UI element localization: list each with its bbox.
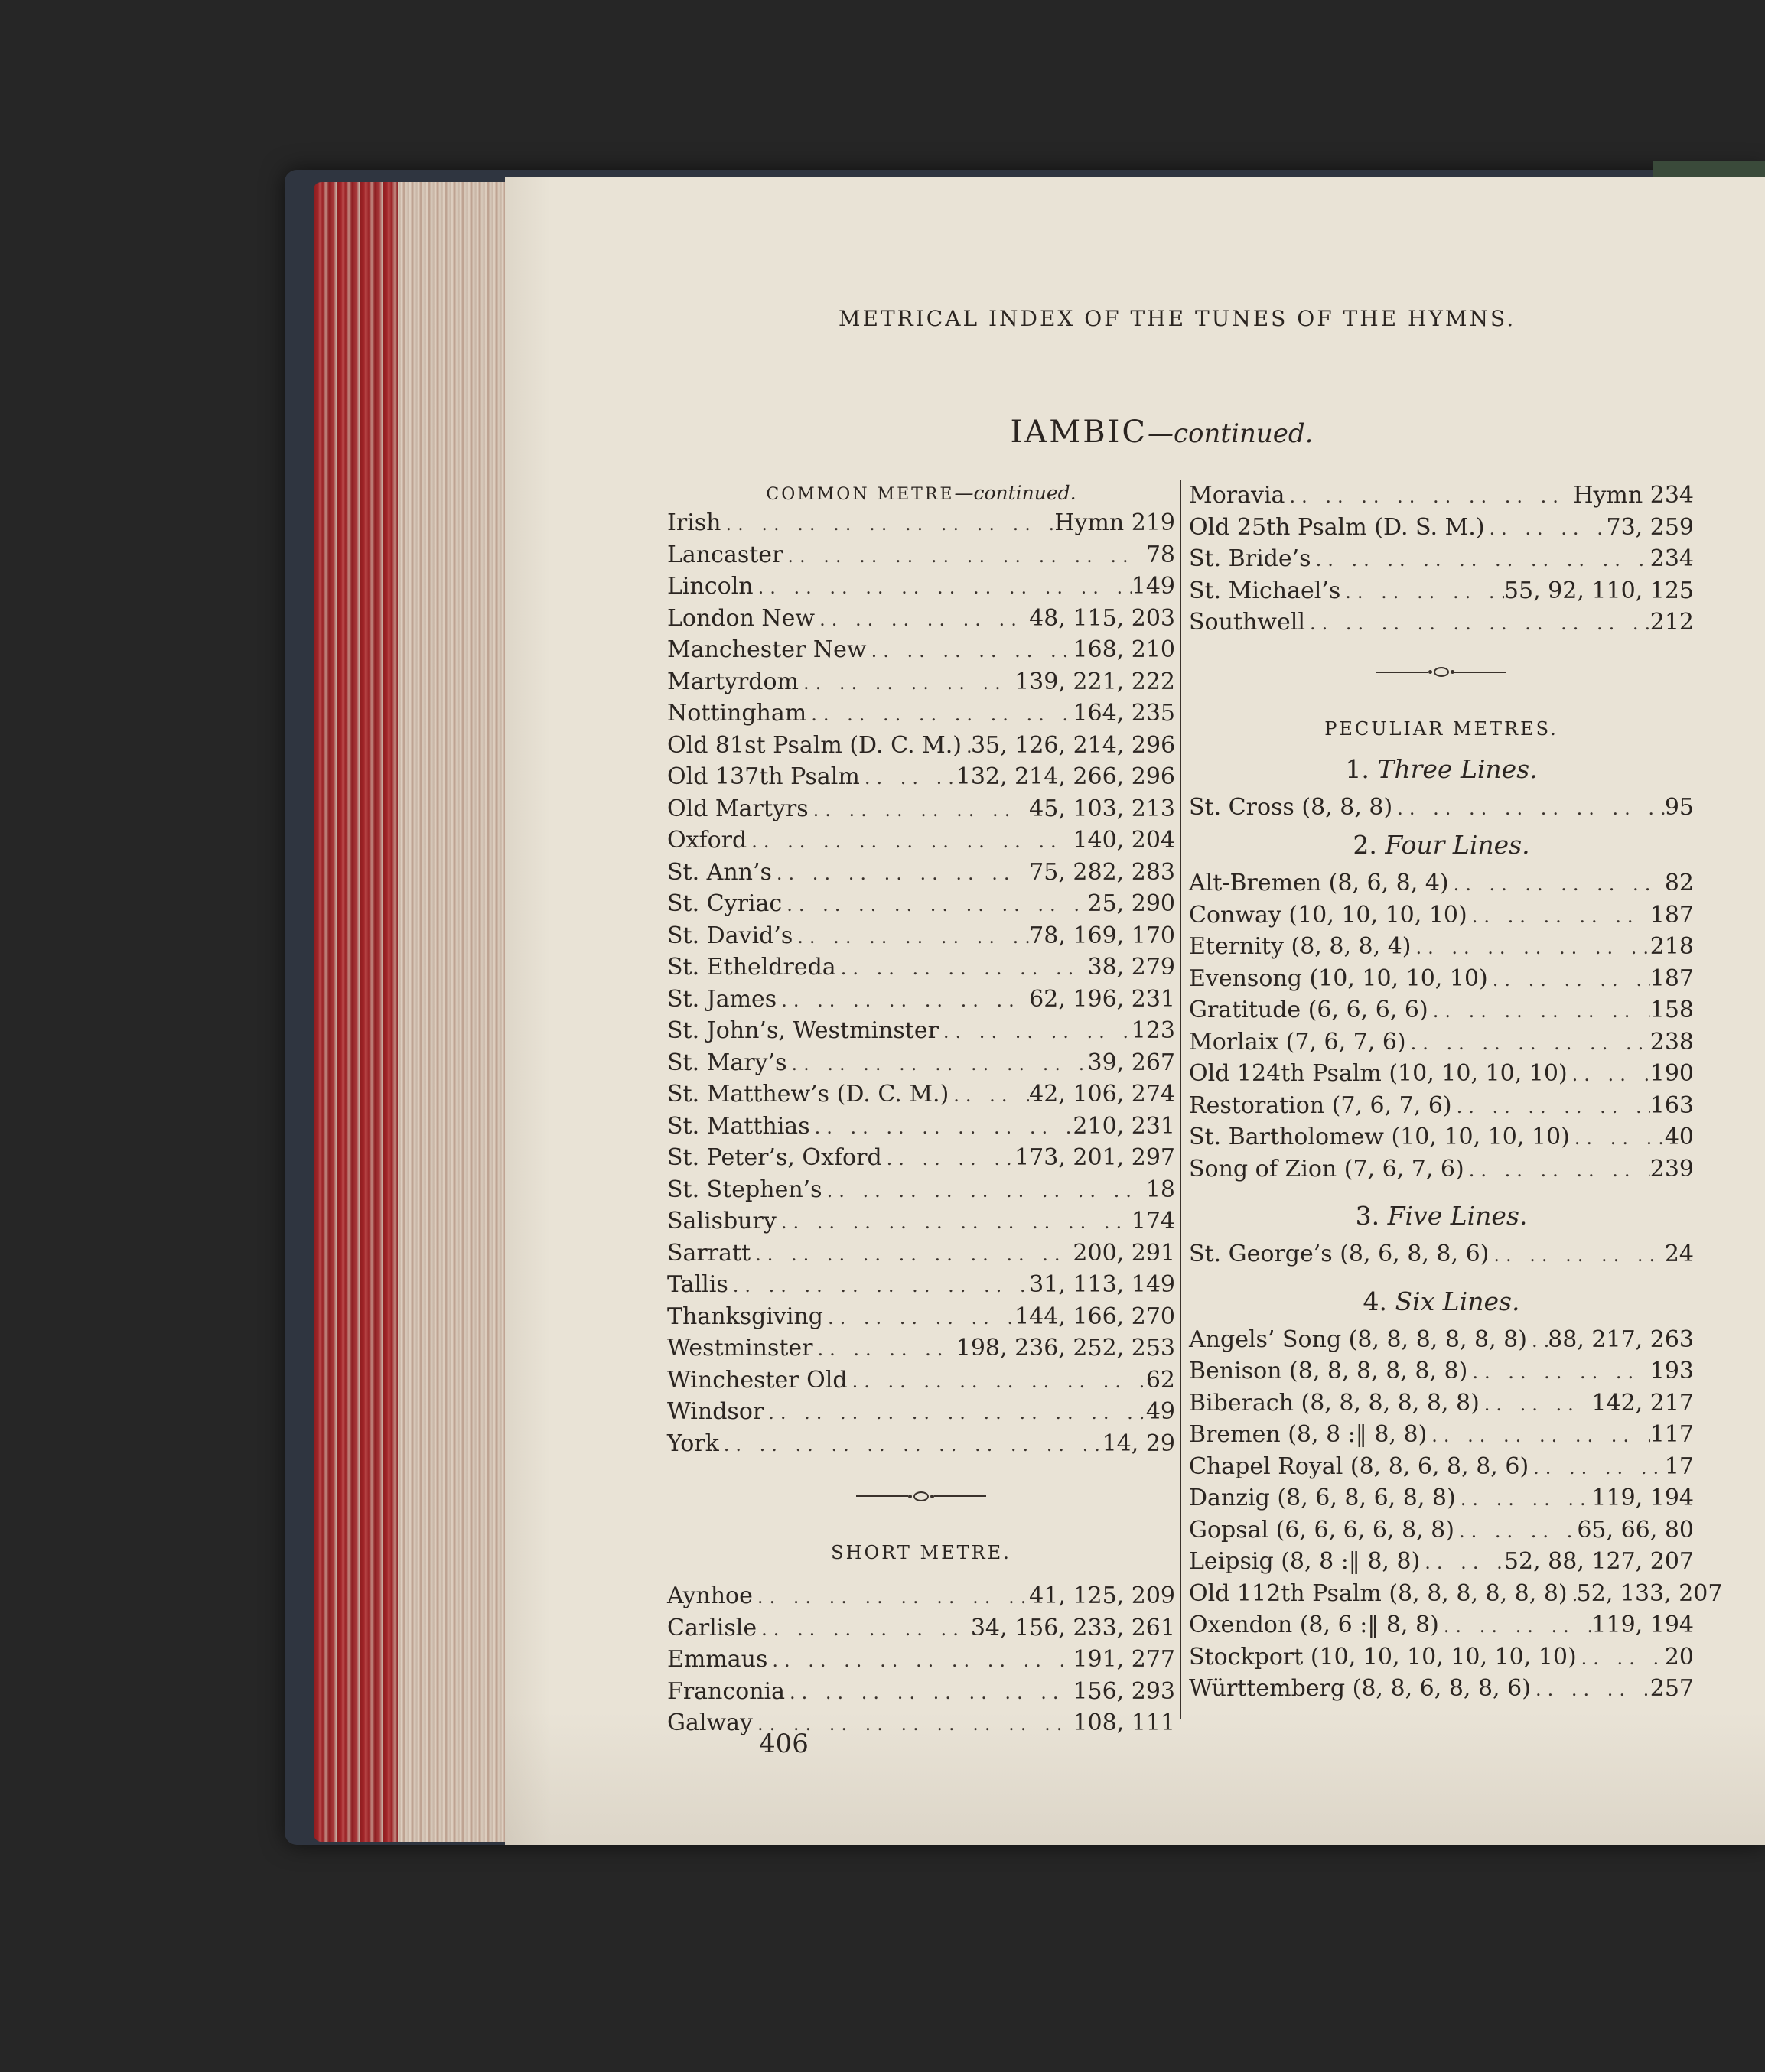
index-entry <box>667 793 1175 825</box>
hymn-numbers: 78, 169, 170 <box>1029 922 1175 949</box>
five-lines-label: Five Lines. <box>1387 1201 1528 1231</box>
dot-leader <box>793 922 1029 954</box>
four-lines-label: Four Lines. <box>1385 830 1530 860</box>
dot-leader <box>1411 932 1649 964</box>
tune-name: Moravia <box>1189 482 1285 509</box>
index-entry <box>667 507 1175 539</box>
dot-leader <box>1427 1420 1649 1452</box>
hymn-numbers: 187 <box>1649 901 1694 929</box>
index-entry <box>1189 1641 1694 1674</box>
hymn-numbers: 24 <box>1664 1241 1694 1267</box>
dot-leader <box>1527 1325 1548 1358</box>
short-metre-list <box>667 1580 1175 1739</box>
hymn-numbers: 200, 291 <box>1073 1239 1175 1267</box>
index-entry <box>667 1047 1175 1079</box>
index-entry <box>1189 899 1694 932</box>
running-header: METRICAL INDEX OF THE TUNES OF THE HYMNS. <box>838 306 1516 331</box>
section-title-main: IAMBIC <box>1010 415 1148 450</box>
index-entry <box>667 1111 1175 1143</box>
tune-name: Thanksgiving <box>667 1303 823 1330</box>
tune-name: Oxendon (8, 6 :‖ 8, 8) <box>1189 1612 1439 1638</box>
tune-name: Old 124th Psalm (10, 10, 10, 10) <box>1189 1060 1568 1087</box>
index-entry <box>667 984 1175 1016</box>
hymn-numbers: Hymn 219 <box>1054 509 1175 536</box>
tune-name: Old 112th Psalm (8, 8, 8, 8, 8, 8) <box>1189 1579 1568 1607</box>
dot-leader <box>1577 1643 1665 1675</box>
tune-name: St. Bartholomew (10, 10, 10, 10) <box>1189 1124 1570 1150</box>
dot-leader <box>785 1677 1073 1709</box>
tune-name: Tallis <box>667 1271 728 1298</box>
index-entry <box>667 634 1175 666</box>
dot-leader <box>949 1080 1029 1112</box>
tune-name: St. David’s <box>667 922 793 949</box>
index-entry <box>667 1142 1175 1174</box>
peculiar-metres-heading: PECULIAR METRES. <box>1324 717 1558 740</box>
index-entry <box>667 761 1175 793</box>
index-entry <box>1189 1324 1694 1356</box>
tune-name: St. Matthew’s (D. C. M.) <box>667 1081 949 1108</box>
hymn-numbers: 62, 196, 231 <box>1029 985 1175 1013</box>
hymn-numbers: 52, 88, 127, 207 <box>1503 1548 1694 1575</box>
dot-leader <box>1311 545 1650 577</box>
hymn-numbers: 142, 217 <box>1591 1389 1694 1417</box>
tune-name: Old 81st Psalm (D. C. M.) <box>667 731 962 759</box>
dot-leader <box>810 1112 1073 1144</box>
index-entry <box>1189 1451 1694 1483</box>
three-lines-label: Three Lines. <box>1377 753 1538 784</box>
tune-name: St. Etheldreda <box>667 954 836 981</box>
dot-leader <box>1489 1240 1664 1272</box>
index-entry <box>1189 1578 1723 1610</box>
hymn-numbers: 82 <box>1664 870 1694 896</box>
index-entry <box>1189 1482 1694 1514</box>
tune-name: Salisbury <box>667 1208 777 1234</box>
four-lines-number: 2. <box>1353 830 1377 860</box>
dot-leader <box>1406 1028 1650 1060</box>
dot-leader <box>939 1016 1132 1049</box>
three-lines-heading <box>1189 747 1694 792</box>
index-entry <box>667 603 1175 635</box>
dot-leader <box>799 668 1014 700</box>
dot-leader <box>747 826 1073 858</box>
index-entry <box>667 920 1175 952</box>
tune-name: Lincoln <box>667 573 754 600</box>
dot-leader <box>1439 1611 1592 1643</box>
index-entry <box>1189 1514 1694 1547</box>
tune-name: Winchester Old <box>667 1366 848 1394</box>
hymn-numbers: 164, 235 <box>1073 700 1175 727</box>
six-lines-heading <box>1189 1280 1694 1324</box>
tune-name: Aynhoe <box>667 1582 753 1609</box>
common-metre-heading <box>667 480 1175 507</box>
index-entry <box>667 1174 1175 1206</box>
index-entry <box>667 1078 1175 1111</box>
tune-name: Westminster <box>667 1335 813 1361</box>
dot-leader <box>1420 1547 1504 1579</box>
index-entry <box>1189 575 1694 607</box>
index-entry <box>1189 867 1694 899</box>
hymn-numbers: 119, 194 <box>1591 1485 1694 1511</box>
index-entry <box>1189 1153 1694 1186</box>
hymn-numbers: 38, 279 <box>1087 954 1175 981</box>
hymn-numbers: 25, 290 <box>1087 890 1175 917</box>
hymn-numbers: 123 <box>1131 1017 1175 1044</box>
dot-leader <box>1392 793 1665 825</box>
index-entry <box>667 888 1175 920</box>
hymn-numbers: 49 <box>1145 1398 1175 1425</box>
index-entry <box>667 1612 1175 1644</box>
six-lines-number: 4. <box>1363 1286 1388 1316</box>
dot-leader <box>1467 1357 1649 1389</box>
index-entry <box>667 1015 1175 1047</box>
dot-leader <box>809 795 1030 827</box>
index-entry <box>667 1428 1175 1460</box>
six-lines-label: Six Lines. <box>1395 1286 1520 1316</box>
dot-leader <box>1529 1452 1665 1485</box>
ornament-divider <box>1189 648 1694 697</box>
hymn-numbers: 140, 204 <box>1073 827 1175 854</box>
tune-name: St. Ann’s <box>667 858 772 886</box>
index-entry <box>1189 1609 1694 1641</box>
tune-name: Old 137th Psalm <box>667 763 860 790</box>
hymn-numbers: 132, 214, 266, 296 <box>956 763 1175 790</box>
tune-name: St. John’s, Westminster <box>667 1017 939 1044</box>
page-edges <box>398 182 505 1842</box>
tune-name: St. Matthias <box>667 1112 810 1140</box>
index-entry <box>667 951 1175 984</box>
tune-name: Evensong (10, 10, 10, 10) <box>1189 964 1488 992</box>
hymn-numbers: 39, 267 <box>1087 1049 1175 1076</box>
dot-leader <box>867 636 1073 668</box>
tune-name: St. Cyriac <box>667 890 783 917</box>
index-entry <box>1189 1026 1694 1059</box>
hymn-numbers: 31, 113, 149 <box>1029 1271 1175 1298</box>
tune-name: Martyrdom <box>667 668 799 695</box>
tune-name: Stockport (10, 10, 10, 10, 10, 10) <box>1189 1643 1577 1670</box>
tune-name: St. Cross (8, 8, 8) <box>1189 793 1393 821</box>
four-lines-list <box>1189 867 1694 1185</box>
tune-name: St. George’s (8, 6, 8, 8, 6) <box>1189 1241 1490 1267</box>
hymn-numbers: 48, 115, 203 <box>1029 604 1175 632</box>
tune-name: Eternity (8, 8, 8, 4) <box>1189 933 1412 960</box>
hymn-numbers: 55, 92, 110, 125 <box>1503 577 1694 604</box>
dot-leader <box>823 1303 1014 1335</box>
dot-leader <box>764 1397 1146 1430</box>
tune-name: Angels’ Song (8, 8, 8, 8, 8, 8) <box>1189 1325 1527 1353</box>
dot-leader <box>1305 608 1650 640</box>
index-entry <box>1189 1673 1694 1705</box>
index-entry <box>667 1301 1175 1333</box>
hymn-numbers: 218 <box>1649 933 1694 960</box>
hymn-numbers: 62 <box>1145 1366 1175 1394</box>
tune-name: Irish <box>667 509 721 536</box>
index-entry <box>1189 512 1694 544</box>
short-metre-heading: SHORT METRE. <box>831 1542 1011 1563</box>
three-lines-list <box>1189 792 1694 824</box>
common-metre-heading-text: COMMON METRE <box>766 485 955 504</box>
tune-name: Conway (10, 10, 10, 10) <box>1189 901 1467 929</box>
index-entry <box>667 539 1175 571</box>
tune-name: Nottingham <box>667 700 807 727</box>
dot-leader <box>1452 1091 1650 1124</box>
index-entry <box>667 1365 1175 1397</box>
index-entry <box>1189 1355 1694 1387</box>
dot-leader <box>1568 1579 1577 1612</box>
index-entry <box>1189 931 1694 963</box>
tune-name: Old Martyrs <box>667 795 809 822</box>
hymn-numbers: 95 <box>1664 793 1694 821</box>
common-metre-heading-suffix: —continued. <box>954 482 1076 504</box>
five-lines-list <box>1189 1238 1694 1270</box>
tune-name: Danzig (8, 6, 8, 6, 8, 8) <box>1189 1485 1456 1511</box>
hymn-numbers: 163 <box>1649 1091 1694 1119</box>
index-entry <box>1189 1387 1694 1420</box>
index-entry <box>667 825 1175 857</box>
five-lines-number: 3. <box>1355 1201 1380 1231</box>
dot-leader <box>962 731 971 763</box>
index-entry <box>1189 1121 1694 1153</box>
index-entry <box>1189 963 1694 995</box>
hymn-numbers: 168, 210 <box>1073 636 1175 663</box>
index-entry <box>667 1644 1175 1676</box>
three-lines-number: 1. <box>1345 753 1369 784</box>
tune-name: Gratitude (6, 6, 6, 6) <box>1189 997 1428 1023</box>
dot-leader <box>754 572 1132 604</box>
hymn-numbers: 42, 106, 274 <box>1029 1081 1175 1108</box>
five-lines-heading <box>1189 1194 1694 1238</box>
hymn-numbers: 88, 217, 263 <box>1548 1325 1694 1353</box>
tune-name: Gopsal (6, 6, 6, 6, 8, 8) <box>1189 1516 1454 1543</box>
hymn-numbers: 45, 103, 213 <box>1029 795 1175 822</box>
tune-name: Württemberg (8, 8, 6, 8, 8, 6) <box>1189 1675 1531 1702</box>
hymn-numbers: 158 <box>1649 997 1694 1023</box>
dot-leader <box>836 953 1088 985</box>
tune-name: Song of Zion (7, 6, 7, 6) <box>1189 1155 1464 1182</box>
dot-leader <box>882 1143 1014 1176</box>
four-lines-heading <box>1189 823 1694 867</box>
dot-leader <box>757 1614 971 1646</box>
tune-name: St. James <box>667 985 777 1013</box>
hymn-numbers: 193 <box>1649 1358 1694 1384</box>
dot-leader <box>767 1645 1073 1677</box>
tune-name: Galway <box>667 1709 753 1736</box>
index-entry <box>667 698 1175 730</box>
dot-leader <box>1428 996 1650 1028</box>
index-entry <box>667 1269 1175 1301</box>
dot-leader <box>822 1176 1146 1208</box>
hymn-numbers: 156, 293 <box>1073 1677 1175 1705</box>
tune-name: Bremen (8, 8 :‖ 8, 8) <box>1189 1421 1428 1448</box>
dot-leader <box>777 985 1029 1017</box>
index-entry <box>667 571 1175 603</box>
tune-name: St. Michael’s <box>1189 577 1341 604</box>
tune-name: Leipsig (8, 8 :‖ 8, 8) <box>1189 1548 1421 1575</box>
index-entry <box>1189 1238 1694 1270</box>
tune-name: Franconia <box>667 1677 786 1705</box>
page-number: 406 <box>759 1729 809 1759</box>
hymn-numbers: 257 <box>1649 1675 1694 1702</box>
hymn-numbers: 40 <box>1664 1124 1694 1150</box>
hymn-numbers: 173, 201, 297 <box>1014 1144 1175 1171</box>
right-column <box>1189 480 1723 1705</box>
index-entry <box>667 1238 1175 1270</box>
tune-name: St. Bride’s <box>1189 545 1311 572</box>
dot-leader <box>1488 964 1650 997</box>
index-entry <box>667 1332 1175 1365</box>
hymn-numbers: 52, 133, 207 <box>1576 1579 1723 1607</box>
dot-leader <box>1480 1389 1592 1421</box>
tune-name: York <box>667 1430 719 1457</box>
dot-leader <box>772 858 1029 890</box>
dot-leader <box>1454 1516 1577 1548</box>
dot-leader <box>1531 1674 1650 1706</box>
tune-name: Biberach (8, 8, 8, 8, 8, 8) <box>1189 1389 1480 1417</box>
index-entry <box>1189 1090 1694 1122</box>
tune-name: Southwell <box>1189 609 1305 636</box>
hymn-numbers: 149 <box>1131 573 1175 600</box>
tune-name: Restoration (7, 6, 7, 6) <box>1189 1091 1452 1119</box>
tune-name: St. Stephen’s <box>667 1176 822 1203</box>
six-lines-list <box>1189 1324 1723 1705</box>
hymn-numbers: 65, 66, 80 <box>1577 1516 1694 1543</box>
dot-leader <box>777 1207 1132 1239</box>
hymn-numbers: 20 <box>1664 1643 1694 1670</box>
dot-leader <box>860 763 956 795</box>
hymn-numbers: 191, 277 <box>1073 1646 1175 1673</box>
dot-leader <box>1456 1484 1592 1516</box>
index-entry <box>667 1580 1175 1612</box>
tune-name: Manchester New <box>667 636 867 663</box>
dot-leader <box>813 1334 956 1366</box>
dot-leader <box>728 1270 1029 1303</box>
dot-leader <box>753 1582 1029 1614</box>
dot-leader <box>815 604 1029 636</box>
tune-name: Alt-Bremen (8, 6, 8, 4) <box>1189 870 1449 896</box>
hymn-numbers: 17 <box>1664 1452 1694 1480</box>
dot-leader <box>1485 513 1607 545</box>
hymn-numbers: 144, 166, 270 <box>1014 1303 1175 1330</box>
hymn-numbers: 41, 125, 209 <box>1029 1582 1175 1609</box>
section-title-suffix: —continued. <box>1148 418 1314 449</box>
tune-name: St. Peter’s, Oxford <box>667 1144 882 1171</box>
index-entry <box>667 1707 1175 1739</box>
hymn-numbers: 239 <box>1649 1155 1694 1182</box>
index-entry <box>1189 543 1694 575</box>
index-entry <box>667 857 1175 889</box>
hymn-numbers: 34, 156, 233, 261 <box>970 1614 1175 1641</box>
hymn-numbers: 35, 126, 214, 296 <box>971 731 1176 759</box>
index-entry <box>667 666 1175 698</box>
book-page <box>505 177 1765 1845</box>
left-column <box>667 480 1175 1739</box>
dot-leader <box>1340 577 1504 609</box>
index-entry <box>1189 1419 1694 1451</box>
dot-leader <box>1464 1155 1650 1187</box>
dot-leader <box>787 1049 1088 1081</box>
tune-name: St. Mary’s <box>667 1049 787 1076</box>
hymn-numbers: 73, 259 <box>1606 513 1694 541</box>
tune-name: Benison (8, 8, 8, 8, 8, 8) <box>1189 1358 1468 1384</box>
hymn-numbers: 212 <box>1649 609 1694 636</box>
hymn-numbers: 108, 111 <box>1073 1709 1175 1736</box>
index-entry <box>667 1205 1175 1238</box>
column-divider <box>1180 480 1181 1719</box>
index-entry <box>1189 480 1694 512</box>
tune-name: Morlaix (7, 6, 7, 6) <box>1189 1028 1406 1056</box>
hymn-numbers: 119, 194 <box>1591 1612 1694 1638</box>
dot-leader <box>806 699 1073 731</box>
dot-leader <box>1568 1059 1650 1091</box>
dot-leader <box>782 890 1087 922</box>
dot-leader <box>1467 901 1650 933</box>
hymn-numbers: 198, 236, 252, 253 <box>956 1335 1175 1361</box>
index-entry <box>1189 607 1694 639</box>
hymn-numbers: 75, 282, 283 <box>1029 858 1175 886</box>
tune-name: Sarratt <box>667 1239 751 1267</box>
hymn-numbers: 14, 29 <box>1102 1430 1175 1457</box>
index-entry <box>1189 1546 1694 1578</box>
dot-leader <box>1285 481 1573 513</box>
hymn-numbers: Hymn 234 <box>1573 482 1694 509</box>
tune-name: Old 25th Psalm (D. S. M.) <box>1189 513 1485 541</box>
tune-name: Oxford <box>667 827 747 854</box>
hymn-numbers: 18 <box>1145 1176 1175 1203</box>
tune-name: Carlisle <box>667 1614 757 1641</box>
hymn-numbers: 238 <box>1649 1028 1694 1056</box>
tune-name: London New <box>667 604 816 632</box>
index-entry <box>1189 792 1694 824</box>
dot-leader <box>1570 1123 1665 1155</box>
common-continued-list <box>1189 480 1694 639</box>
hymn-numbers: 234 <box>1649 545 1694 572</box>
dot-leader <box>783 541 1145 573</box>
index-entry <box>667 1676 1175 1708</box>
dot-leader <box>719 1430 1102 1462</box>
dot-leader <box>1449 869 1665 901</box>
hymn-numbers: 187 <box>1649 964 1694 992</box>
hymn-numbers: 139, 221, 222 <box>1014 668 1175 695</box>
index-entry <box>1189 994 1694 1026</box>
tune-name: Chapel Royal (8, 8, 6, 8, 8, 6) <box>1189 1452 1529 1480</box>
index-entry <box>667 1396 1175 1428</box>
hymn-numbers: 117 <box>1649 1421 1694 1448</box>
hymn-numbers: 78 <box>1145 541 1175 568</box>
tune-name: Lancaster <box>667 541 783 568</box>
index-entry <box>667 730 1175 762</box>
hymn-numbers: 190 <box>1649 1060 1694 1087</box>
hymn-numbers: 210, 231 <box>1073 1112 1175 1140</box>
section-title <box>505 415 1765 450</box>
tune-name: Emmaus <box>667 1646 768 1673</box>
hymn-numbers: 174 <box>1131 1208 1175 1234</box>
index-entry <box>1189 1058 1694 1090</box>
tune-name: Windsor <box>667 1398 764 1425</box>
dot-leader <box>721 509 1055 541</box>
dot-leader <box>751 1239 1073 1271</box>
common-metre-list <box>667 507 1175 1459</box>
dot-leader <box>848 1366 1146 1398</box>
ornament-divider <box>667 1472 1175 1521</box>
